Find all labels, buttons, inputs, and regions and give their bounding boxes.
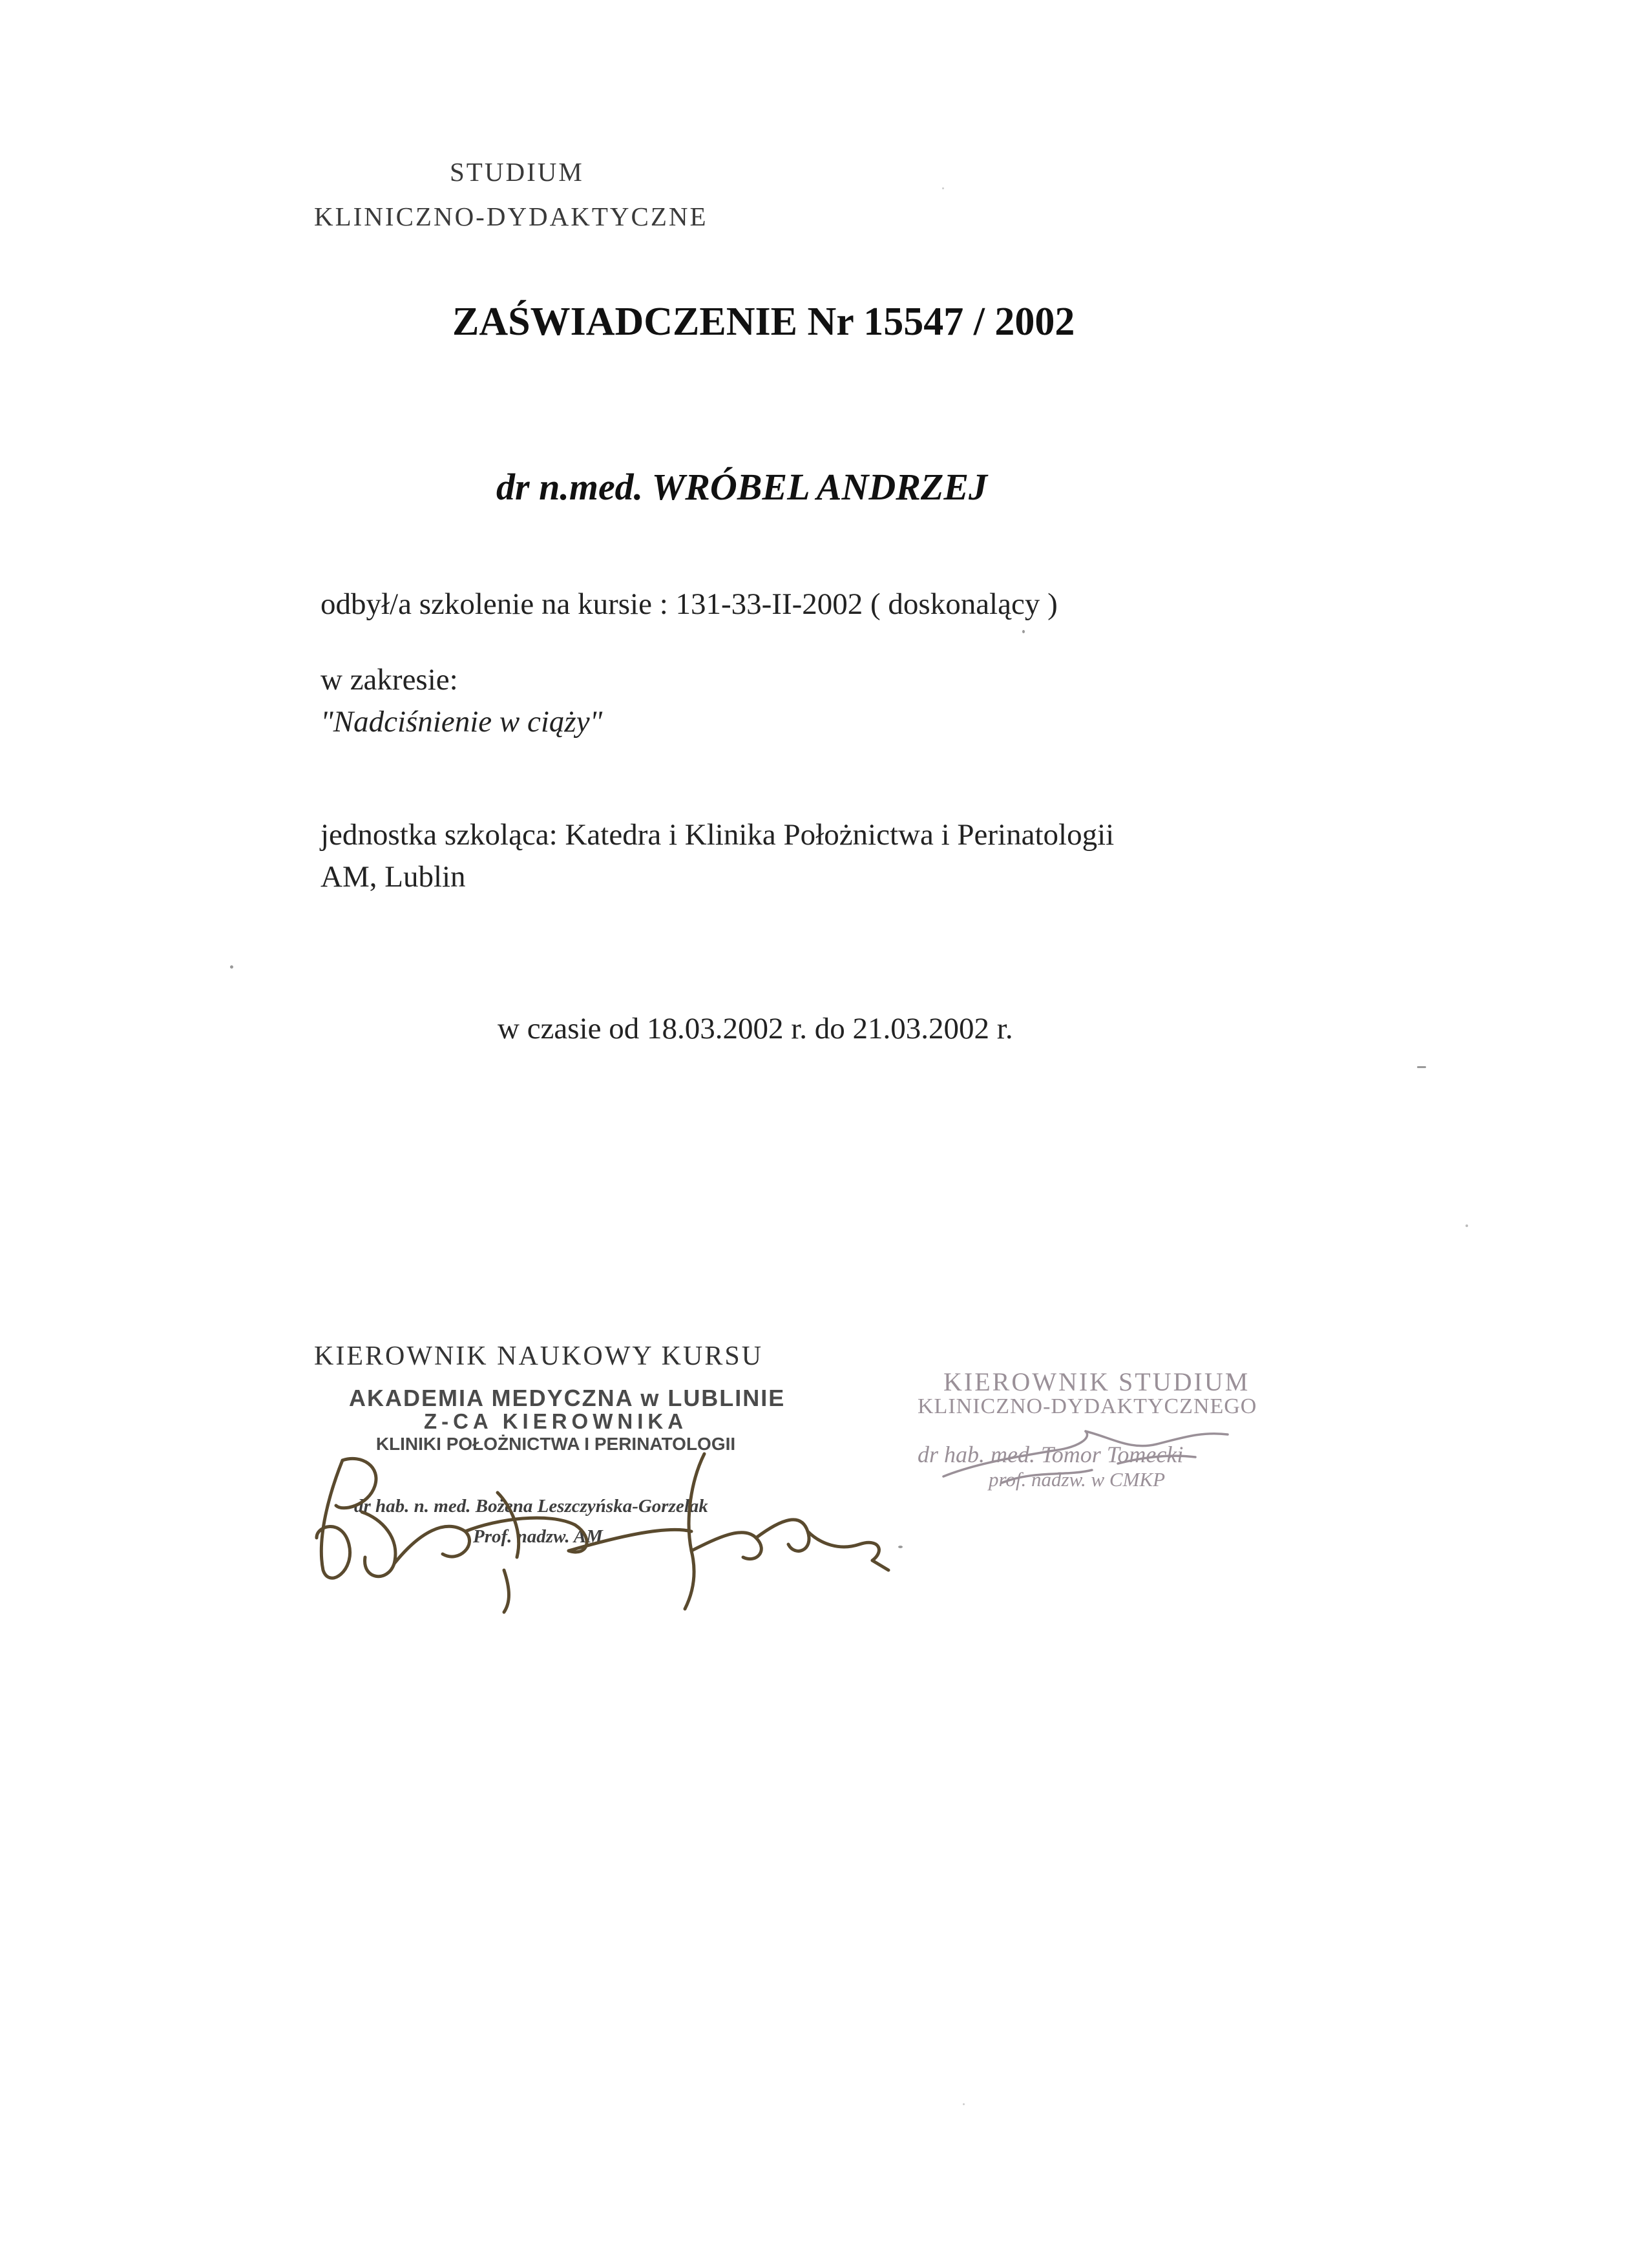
stamp-right-line3: dr hab. med. Tomor Tomecki — [918, 1442, 1184, 1467]
stamp-left-line2: Z-CA KIEROWNIKA — [423, 1409, 688, 1433]
period-line: w czasie od 18.03.2002 r. do 21.03.2002 r. — [498, 1012, 1013, 1045]
scope-topic: "Nadciśnienie w ciąży" — [320, 705, 603, 739]
stamp-right-line2: KLINICZNO-DYDAKTYCZNEGO — [918, 1394, 1257, 1418]
certificate-title: ZAŚWIADCZENIE Nr 15547 / 2002 — [452, 300, 1075, 344]
scan-speck — [1417, 1066, 1426, 1068]
signature-right-icon — [924, 1418, 1260, 1502]
scope-label: w zakresie: — [320, 663, 458, 697]
stamp-right-line4: prof. nadzw. w CMKP — [989, 1468, 1166, 1491]
training-unit-line1: jednostka szkoląca: Katedra i Klinika Położnictwa i Perinatologii — [320, 818, 1115, 852]
stamp-left-line1: AKADEMIA MEDYCZNA w LUBLINIE — [349, 1385, 786, 1411]
scan-speck — [898, 1546, 903, 1548]
header-studium: STUDIUM — [450, 157, 584, 187]
person-name: dr n.med. WRÓBEL ANDRZEJ — [496, 466, 988, 508]
stamp-left-line3: KLINIKI POŁOŻNICTWA I PERINATOLOGII — [375, 1434, 736, 1454]
scan-speck — [963, 2103, 965, 2105]
signature-left-icon — [304, 1441, 924, 1615]
kierownik-label: KIEROWNIK NAUKOWY KURSU — [314, 1341, 764, 1371]
scan-speck — [942, 187, 944, 189]
stamp-left-signer: dr hab. n. med. Bożena Leszczyńska-Gorzelak — [354, 1496, 708, 1517]
scan-speck — [1465, 1224, 1468, 1227]
scan-speck — [230, 965, 233, 969]
scan-speck — [1022, 630, 1025, 633]
header-kliniczno-dydaktyczne: KLINICZNO-DYDAKTYCZNE — [314, 202, 708, 231]
stamp-right-line1: KIEROWNIK STUDIUM — [943, 1367, 1250, 1396]
course-line: odbył/a szkolenie na kursie : 131-33-II-2002 ( doskonalący ) — [320, 587, 1058, 621]
training-unit-line2: AM, Lublin — [320, 860, 466, 894]
stamp-left-title: Prof. nadzw. AM — [473, 1526, 603, 1547]
